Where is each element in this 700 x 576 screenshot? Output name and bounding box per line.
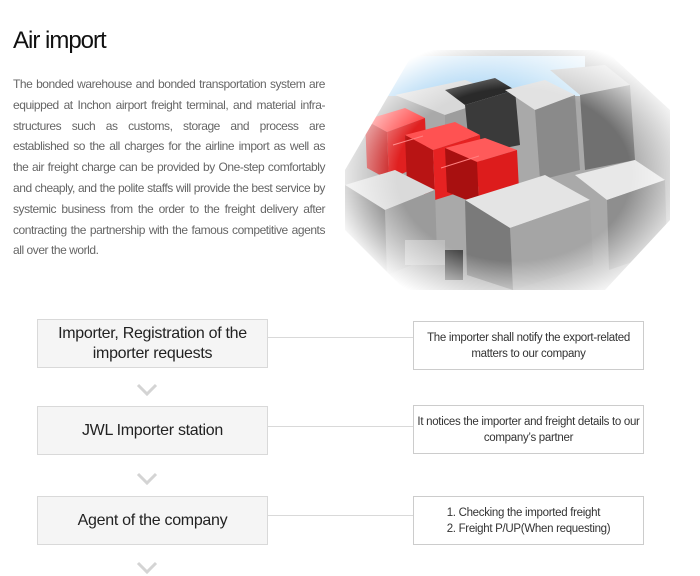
chevron-down-icon [136, 561, 158, 575]
note-box-jwl-importer-station [413, 405, 644, 454]
chevron-down-icon [136, 383, 158, 397]
step-connector [267, 426, 413, 427]
chevron-down-icon [136, 472, 158, 486]
note-text: The importer shall notify the export-related matters to our company [427, 331, 630, 360]
step-box-agent-of-company [37, 496, 268, 545]
step-box-jwl-importer-station [37, 406, 268, 455]
note-list-item: 2. Freight P/UP(When requesting) [446, 522, 611, 535]
step-connector [267, 515, 413, 516]
step-connector [267, 337, 413, 338]
note-list [447, 505, 611, 537]
note-list-item: 1. Checking the imported freight [446, 506, 601, 519]
note-box-importer-registration [413, 321, 644, 370]
note-text: It notices the importer and freight details to our company’s partner [417, 415, 640, 444]
step-label: Agent of the company [77, 511, 228, 529]
step-label: Importer, Registration of the importer requests [58, 324, 247, 362]
note-box-agent-of-company [413, 496, 644, 545]
air-cargo-photo [345, 50, 670, 290]
page-title: Air import [13, 27, 106, 54]
step-box-importer-registration [37, 319, 268, 368]
intro-paragraph: The bonded warehouse and bonded transportation system are equipped at Inchon airport freight terminal, and material infra-structures such as customs, storage and process are established so the all charges for the airline import as well as the air freight charge can be provided by One-step comfortably and cheaply, and the polite staffs will provide the best service by systemic business from the order to the freight delivery after contracting the partnership with the famous competitive agents all over the world. [13, 77, 325, 258]
step-label: JWL Importer station [81, 421, 223, 439]
